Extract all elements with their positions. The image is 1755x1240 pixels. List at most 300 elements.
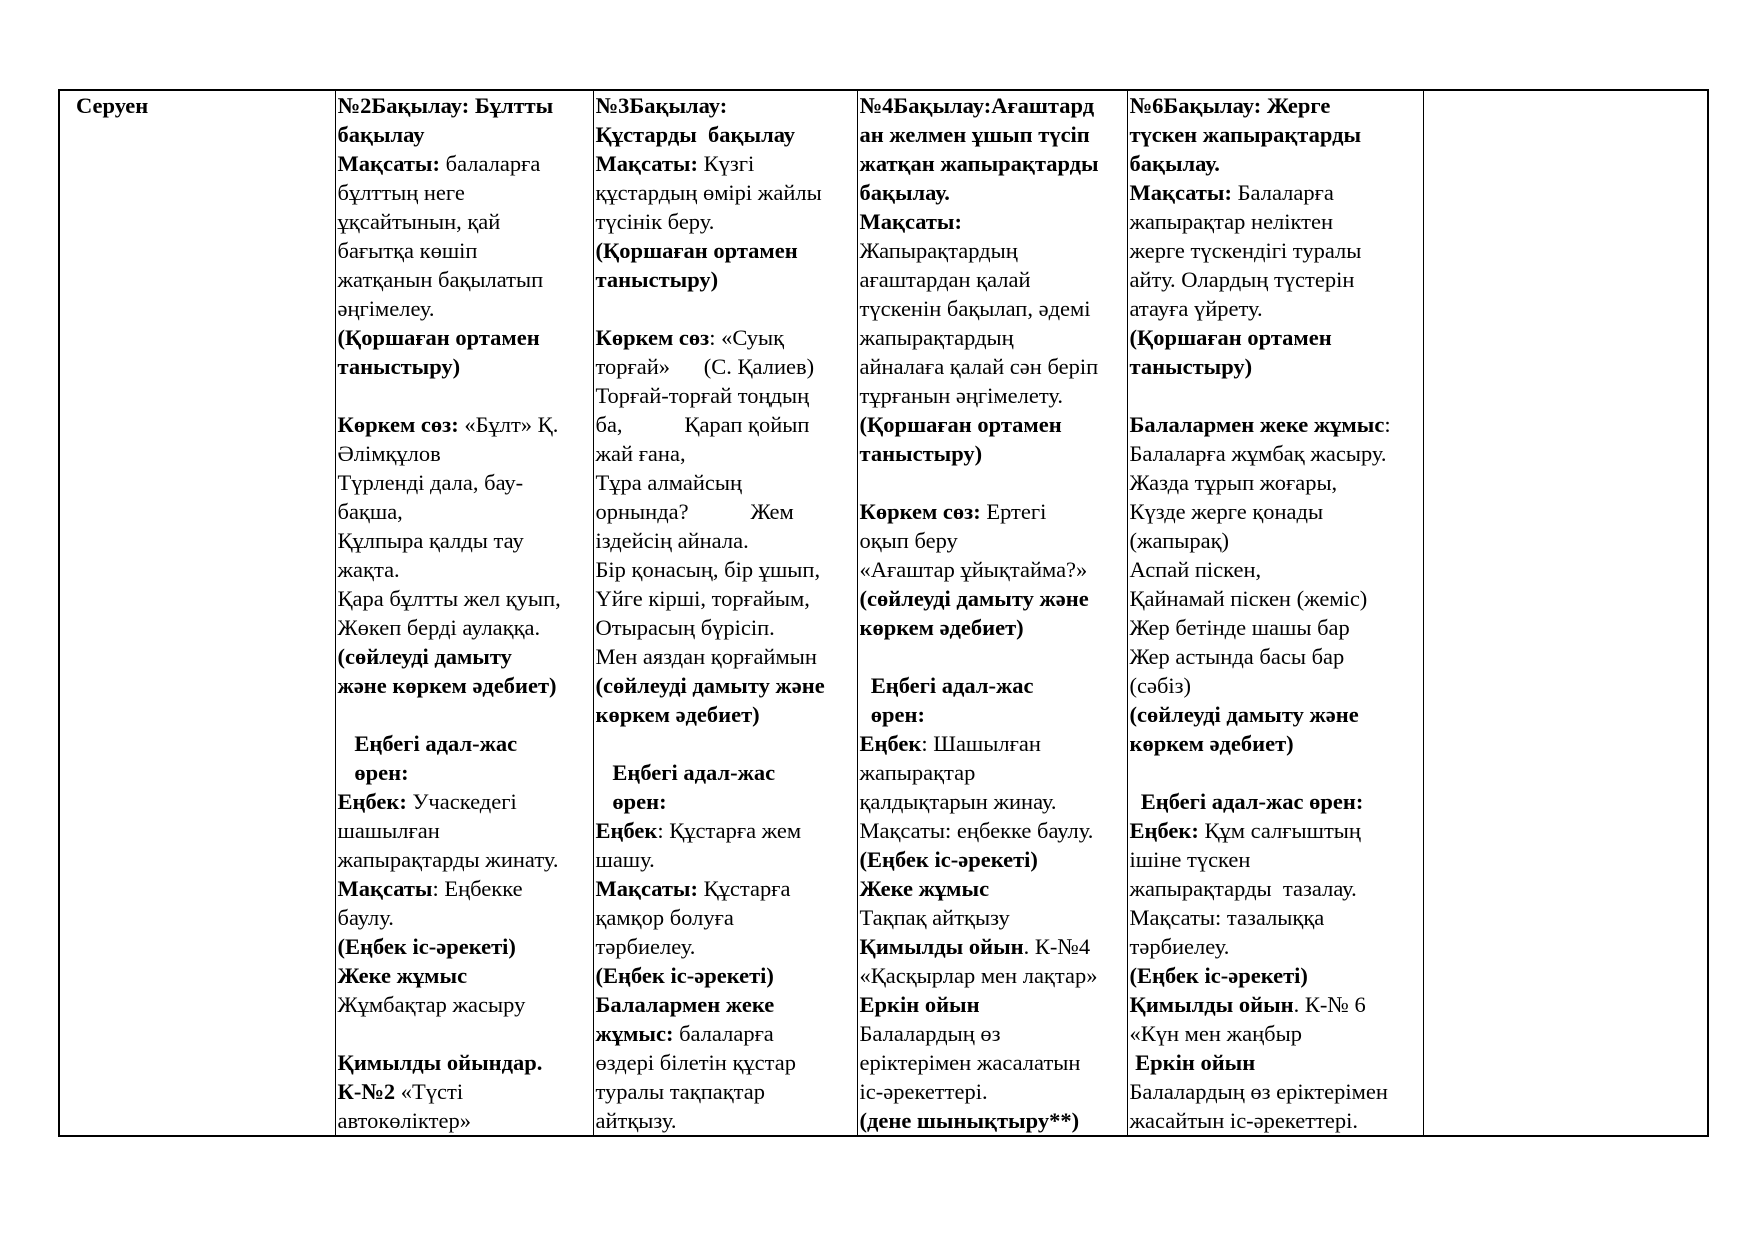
text-segment: : Еңбекке <box>432 876 523 901</box>
text-segment: өрен: <box>595 789 667 814</box>
text-segment: автокөліктер» <box>337 1108 471 1133</box>
cell-line <box>596 845 856 874</box>
text-segment: (Қоршаған ортамен <box>1129 325 1332 350</box>
cell-line <box>596 816 856 845</box>
cell-line <box>338 671 592 700</box>
text-segment: өрен: <box>859 702 925 727</box>
text-segment: «Түсті <box>400 1079 464 1104</box>
text-segment: (дене шынықтыру**) <box>859 1108 1080 1133</box>
cell-line <box>338 1019 592 1048</box>
table-cell <box>1127 90 1423 1136</box>
text-segment: жапырақтарды жинату. <box>337 847 559 872</box>
text-segment: (сөйлеуді дамыту және <box>595 673 825 698</box>
cell-line <box>860 236 1126 265</box>
cell-line <box>338 526 592 555</box>
text-segment: Балалармен жеке жұмыс <box>1129 412 1385 437</box>
table-cell <box>1423 90 1708 1136</box>
cell-line <box>596 1106 856 1135</box>
text-segment: Мақсаты: еңбекке баулу. <box>859 818 1094 843</box>
text-segment: Мен аяздан қорғаймын <box>595 644 817 669</box>
text-segment: бақылау. <box>859 180 950 205</box>
text-segment: жапырақтар <box>859 760 976 785</box>
text-segment: оқып беру <box>859 528 958 553</box>
text-segment: Мақсаты: <box>859 209 962 234</box>
cell-line <box>1130 990 1422 1019</box>
cell-line <box>1130 323 1422 352</box>
cell-line <box>860 294 1126 323</box>
cell-line <box>1130 1077 1422 1106</box>
text-segment: Мақсаты: <box>595 151 704 176</box>
text-segment: : Құстарға жем <box>657 818 802 843</box>
text-segment: жатқанын бақылатып <box>337 267 544 292</box>
text-segment: Еңбек: <box>1129 818 1205 843</box>
cell-line <box>338 1048 592 1077</box>
cell-line <box>1130 961 1422 990</box>
row-heading-cell <box>59 90 335 1136</box>
text-segment: Көркем сөз <box>595 325 710 350</box>
text-segment: Еркін ойын <box>1129 1050 1256 1075</box>
text-segment: Еңбегі адал-жас <box>337 731 518 756</box>
text-segment: тұрғанын әңгімелету. <box>859 383 1063 408</box>
cell-line <box>338 207 592 236</box>
cell-line <box>596 526 856 555</box>
cell-line <box>596 787 856 816</box>
text-segment: шашу. <box>595 847 655 872</box>
text-segment: және көркем әдебиет) <box>337 673 557 698</box>
cell-line <box>860 149 1126 178</box>
text-segment: Ертегі <box>986 499 1047 524</box>
cell-line <box>860 584 1126 613</box>
cell-line <box>596 932 856 961</box>
cell-line <box>1130 294 1422 323</box>
cell-line <box>338 555 592 584</box>
cell-line <box>1130 381 1422 410</box>
text-segment: Қара бұлтты жел қуып, <box>337 586 561 611</box>
cell-line <box>596 613 856 642</box>
cell-line <box>338 932 592 961</box>
cell-line <box>596 236 856 265</box>
text-segment: өрен: <box>337 760 409 785</box>
text-segment: Еңбегі адал-жас <box>859 673 1034 698</box>
cell-line <box>338 903 592 932</box>
cell-line <box>860 990 1126 1019</box>
cell-line <box>1130 671 1422 700</box>
text-segment: Отырасың бүрісіп. <box>595 615 775 640</box>
cell-line <box>1130 526 1422 555</box>
text-segment: «Ағаштар ұйықтайма?» <box>859 557 1088 582</box>
cell-line <box>860 207 1126 236</box>
text-segment: бұлттың неге <box>337 180 465 205</box>
text-segment: көркем әдебиет) <box>1129 731 1294 756</box>
table-cell <box>335 90 593 1136</box>
text-segment: (Еңбек іс-әрекеті) <box>595 963 774 988</box>
cell-line <box>596 323 856 352</box>
text-segment: іздейсің айнала. <box>595 528 749 553</box>
text-segment: №2Бақылау: Бұлтты <box>337 93 554 118</box>
text-segment: «Бұлт» Қ. <box>464 412 559 437</box>
text-segment: Қимылды ойындар. <box>337 1050 543 1075</box>
cell-line <box>860 439 1126 468</box>
text-segment: ұқсайтынын, қай <box>337 209 501 234</box>
cell-line <box>338 1106 592 1135</box>
cell-line <box>860 497 1126 526</box>
text-segment: №6Бақылау: Жерге <box>1129 93 1331 118</box>
text-segment: жерге түскендігі туралы <box>1129 238 1362 263</box>
cell-line <box>860 352 1126 381</box>
cell-line <box>1130 1106 1422 1135</box>
cell-line <box>338 265 592 294</box>
text-segment: Жеке жұмыс <box>859 876 990 901</box>
text-segment: Тақпақ айтқызу <box>859 905 1010 930</box>
cell-line <box>596 555 856 584</box>
cell-line <box>596 120 856 149</box>
cell-line <box>338 961 592 990</box>
cell-line <box>860 903 1126 932</box>
cell-line <box>1130 149 1422 178</box>
text-segment: көркем әдебиет) <box>595 702 760 727</box>
cell-line <box>1130 787 1422 816</box>
text-segment: №4Бақылау:Ағаштард <box>859 93 1095 118</box>
table-cell <box>593 90 857 1136</box>
text-segment: Балалардың өз еріктерімен <box>1129 1079 1388 1104</box>
text-segment: тәрбиелеу. <box>595 934 696 959</box>
text-segment: Мақсаты: <box>595 876 704 901</box>
text-segment: жай ғана, <box>595 441 686 466</box>
text-segment: таныстыру) <box>859 441 983 466</box>
cell-line <box>338 700 592 729</box>
row-heading: Серуен <box>76 93 149 118</box>
text-segment: Жапырақтардың <box>859 238 1018 263</box>
cell-line <box>860 410 1126 439</box>
text-segment: бақылау <box>337 122 425 147</box>
text-segment: жапырақтардың <box>859 325 1014 350</box>
cell-line <box>338 236 592 265</box>
text-segment: Балаларға жұмбақ жасыру. <box>1129 441 1387 466</box>
cell-line <box>1130 642 1422 671</box>
cell-line <box>338 787 592 816</box>
text-segment: қалдықтарын жинау. <box>859 789 1057 814</box>
cell-line <box>1130 903 1422 932</box>
text-segment: жатқан жапырақтарды <box>859 151 1099 176</box>
cell-line <box>1130 178 1422 207</box>
text-segment: Жеке жұмыс <box>337 963 468 988</box>
cell-line <box>860 265 1126 294</box>
text-segment: жақта. <box>337 557 400 582</box>
cell-line <box>338 729 592 758</box>
text-segment: түскенін бақылап, әдемі <box>859 296 1091 321</box>
cell-line <box>860 555 1126 584</box>
table-row <box>59 90 1708 1136</box>
text-segment: Балалардың өз <box>859 1021 1001 1046</box>
cell-line <box>1130 555 1422 584</box>
text-segment: Мақсаты <box>337 876 433 901</box>
text-segment: Еңбегі адал-жас өрен: <box>1129 789 1364 814</box>
cell-line <box>338 1077 592 1106</box>
text-segment: Жер астында басы бар <box>1129 644 1345 669</box>
cell-line <box>596 1048 856 1077</box>
text-segment: балаларға <box>679 1021 774 1046</box>
cell-line <box>338 990 592 1019</box>
text-segment: айту. Олардың түстерін <box>1129 267 1355 292</box>
text-segment: туралы тақпақтар <box>595 1079 766 1104</box>
text-segment: Қимылды ойын <box>859 934 1024 959</box>
cell-line <box>596 381 856 410</box>
text-segment: Мақсаты: <box>337 151 446 176</box>
cell-line <box>596 294 856 323</box>
cell-line <box>860 1077 1126 1106</box>
cell-line <box>1130 932 1422 961</box>
text-segment: (Қоршаған ортамен <box>595 238 798 263</box>
cell-line <box>860 178 1126 207</box>
cell-line <box>338 468 592 497</box>
cell-line <box>596 729 856 758</box>
cell-line <box>596 91 856 120</box>
text-segment: қамқор болуға <box>595 905 734 930</box>
text-segment: таныстыру) <box>1129 354 1253 379</box>
cell-line <box>860 758 1126 787</box>
cell-line <box>1130 729 1422 758</box>
text-segment: түсінік беру. <box>595 209 715 234</box>
cell-line <box>596 903 856 932</box>
cell-line <box>1130 207 1422 236</box>
cell-line <box>596 178 856 207</box>
cell-line <box>860 671 1126 700</box>
text-segment: жапырақтарды тазалау. <box>1129 876 1357 901</box>
text-segment: ішіне түскен <box>1129 847 1251 872</box>
text-segment: (Еңбек іс-әрекеті) <box>337 934 516 959</box>
text-segment: Мақсаты: тазалыққа <box>1129 905 1325 930</box>
text-segment: құстардың өмірі жайлы <box>595 180 822 205</box>
cell-line <box>860 1106 1126 1135</box>
text-segment: Балалармен жеке <box>595 992 775 1017</box>
text-segment: К-№2 <box>337 1079 401 1104</box>
text-segment: тәрбиелеу. <box>1129 934 1230 959</box>
text-segment: жұмыс: <box>595 1021 680 1046</box>
cell-line <box>338 294 592 323</box>
cell-line <box>596 874 856 903</box>
cell-line <box>860 729 1126 758</box>
text-segment: еріктерімен жасалатын <box>859 1050 1081 1075</box>
text-segment: : <box>1384 412 1391 437</box>
cell-line <box>860 91 1126 120</box>
cell-line <box>596 642 856 671</box>
cell-line <box>1130 816 1422 845</box>
cell-line <box>860 787 1126 816</box>
cell-line <box>860 642 1126 671</box>
text-segment: Мақсаты: <box>1129 180 1238 205</box>
cell-line <box>596 265 856 294</box>
cell-line <box>596 671 856 700</box>
cell-line <box>338 410 592 439</box>
cell-line <box>596 990 856 1019</box>
text-segment: . К-№4 <box>1023 934 1091 959</box>
cell-line <box>596 497 856 526</box>
cell-line <box>1130 613 1422 642</box>
cell-line <box>1130 91 1422 120</box>
text-segment: түскен жапырақтарды <box>1129 122 1362 147</box>
text-segment: (Қоршаған ортамен <box>337 325 540 350</box>
text-segment: ан желмен ұшып түсіп <box>859 122 1090 147</box>
text-segment: Қайнамай піскен (жеміс) <box>1129 586 1368 611</box>
cell-line <box>338 91 592 120</box>
text-segment: Күзгі <box>703 151 755 176</box>
cell-line <box>1130 584 1422 613</box>
text-segment: айтқызу. <box>595 1108 677 1133</box>
text-segment: (сәбіз) <box>1129 673 1192 698</box>
cell-line <box>1130 845 1422 874</box>
text-segment: Еркін ойын <box>859 992 980 1017</box>
cell-line <box>1130 874 1422 903</box>
cell-line <box>596 468 856 497</box>
text-segment: Жазда тұрып жоғары, <box>1129 470 1338 495</box>
cell-line <box>596 439 856 468</box>
text-segment: Көркем сөз: <box>859 499 987 524</box>
cell-line <box>1130 120 1422 149</box>
cell-line <box>596 584 856 613</box>
text-segment: торғай» (С. Қалиев) <box>595 354 815 379</box>
cell-line <box>338 149 592 178</box>
cell-line <box>860 120 1126 149</box>
cell-line <box>338 178 592 207</box>
text-segment: (сөйлеуді дамыту және <box>859 586 1089 611</box>
cell-line <box>596 207 856 236</box>
cell-line <box>1130 265 1422 294</box>
cell-line <box>1130 439 1422 468</box>
cell-line <box>1130 236 1422 265</box>
cell-line <box>860 613 1126 642</box>
text-segment: әңгімелеу. <box>337 296 435 321</box>
cell-line <box>596 352 856 381</box>
cell-line <box>860 700 1126 729</box>
text-segment: баулу. <box>337 905 394 930</box>
cell-line <box>1130 352 1422 381</box>
cell-line <box>860 845 1126 874</box>
text-segment: (жапырақ) <box>1129 528 1230 553</box>
cell-line <box>860 961 1126 990</box>
text-segment: Жер бетінде шашы бар <box>1129 615 1350 640</box>
cell-line <box>860 468 1126 497</box>
cell-line <box>860 816 1126 845</box>
text-segment: Күзде жерге қонады <box>1129 499 1324 524</box>
text-segment: Балаларға <box>1237 180 1334 205</box>
cell-line <box>338 613 592 642</box>
text-segment: таныстыру) <box>595 267 719 292</box>
text-segment: «Қасқырлар мен лақтар» <box>859 963 1098 988</box>
text-segment: Торғай-торғай тоңдың <box>595 383 810 408</box>
cell-line <box>596 700 856 729</box>
text-segment: бағытқа көшіп <box>337 238 478 263</box>
text-segment: Еңбегі адал-жас <box>595 760 776 785</box>
text-segment: : Шашылған <box>921 731 1041 756</box>
text-segment: Тұра алмайсың <box>595 470 743 495</box>
text-segment: балаларға <box>445 151 541 176</box>
cell-line <box>338 816 592 845</box>
cell-line <box>596 1077 856 1106</box>
cell-line <box>860 1019 1126 1048</box>
text-segment: Жұмбақтар жасыру <box>337 992 526 1017</box>
text-segment: : «Суық <box>709 325 785 350</box>
text-segment: жапырақтар неліктен <box>1129 209 1334 234</box>
text-segment: Еңбек: <box>337 789 413 814</box>
cell-line <box>338 874 592 903</box>
cell-line <box>1130 497 1422 526</box>
text-segment: Еңбек <box>595 818 658 843</box>
text-segment: ағаштардан қалай <box>859 267 1031 292</box>
text-segment: (Қоршаған ортамен <box>859 412 1062 437</box>
text-segment: іс-әрекеттері. <box>859 1079 988 1104</box>
text-segment: Жөкеп берді аулаққа. <box>337 615 541 640</box>
text-segment: (Еңбек іс-әрекеті) <box>859 847 1038 872</box>
text-segment: атауға үйрету. <box>1129 296 1263 321</box>
cell-line <box>338 323 592 352</box>
text-segment: №3Бақылау: <box>595 93 728 118</box>
cell-line <box>338 845 592 874</box>
cell-line <box>596 149 856 178</box>
text-segment: Құм салғыштың <box>1204 818 1361 843</box>
text-segment: Әлімқұлов <box>337 441 441 466</box>
cell-line <box>338 120 592 149</box>
schedule-table <box>58 89 1709 1137</box>
cell-line <box>1130 700 1422 729</box>
cell-line <box>1130 758 1422 787</box>
text-segment: көркем әдебиет) <box>859 615 1024 640</box>
text-segment: бақылау. <box>1129 151 1220 176</box>
text-segment: таныстыру) <box>337 354 461 379</box>
text-segment: ба, Қарап қойып <box>595 412 810 437</box>
cell-line <box>596 961 856 990</box>
cell-line <box>338 497 592 526</box>
cell-line <box>596 410 856 439</box>
cell-line <box>860 1048 1126 1077</box>
text-segment: . К-№ 6 <box>1293 992 1366 1017</box>
text-segment: айналаға қалай сән беріп <box>859 354 1099 379</box>
text-segment: Қимылды ойын <box>1129 992 1294 1017</box>
text-segment: Үйге кірші, торғайым, <box>595 586 810 611</box>
text-segment: бақша, <box>337 499 403 524</box>
text-segment: Еңбек <box>859 731 922 756</box>
text-segment: Түрленді дала, бау- <box>337 470 524 495</box>
cell-line <box>860 932 1126 961</box>
cell-line <box>338 642 592 671</box>
cell-line <box>596 758 856 787</box>
text-segment: шашылған <box>337 818 440 843</box>
cell-line <box>860 874 1126 903</box>
cell-line <box>338 352 592 381</box>
text-segment: Аспай піскен, <box>1129 557 1262 582</box>
cell-line <box>860 381 1126 410</box>
text-segment: Құлпыра қалды тау <box>337 528 524 553</box>
text-segment: «Күн мен жаңбыр <box>1129 1021 1302 1046</box>
text-segment: Құстарды бақылау <box>595 122 796 147</box>
cell-line <box>596 1019 856 1048</box>
cell-line <box>338 381 592 410</box>
text-segment: (сөйлеуді дамыту және <box>1129 702 1359 727</box>
cell-line <box>338 439 592 468</box>
cell-line <box>860 526 1126 555</box>
text-segment: Көркем сөз: <box>337 412 465 437</box>
text-segment: (Еңбек іс-әрекеті) <box>1129 963 1308 988</box>
cell-line <box>1130 1019 1422 1048</box>
cell-line <box>1130 468 1422 497</box>
text-segment: Бір қонасың, бір ұшып, <box>595 557 821 582</box>
text-segment: Құстарға <box>703 876 791 901</box>
text-segment: (сөйлеуді дамыту <box>337 644 512 669</box>
cell-line <box>860 323 1126 352</box>
text-segment: Учаскедегі <box>412 789 517 814</box>
cell-line <box>338 584 592 613</box>
cell-line <box>1130 410 1422 439</box>
cell-line <box>338 758 592 787</box>
